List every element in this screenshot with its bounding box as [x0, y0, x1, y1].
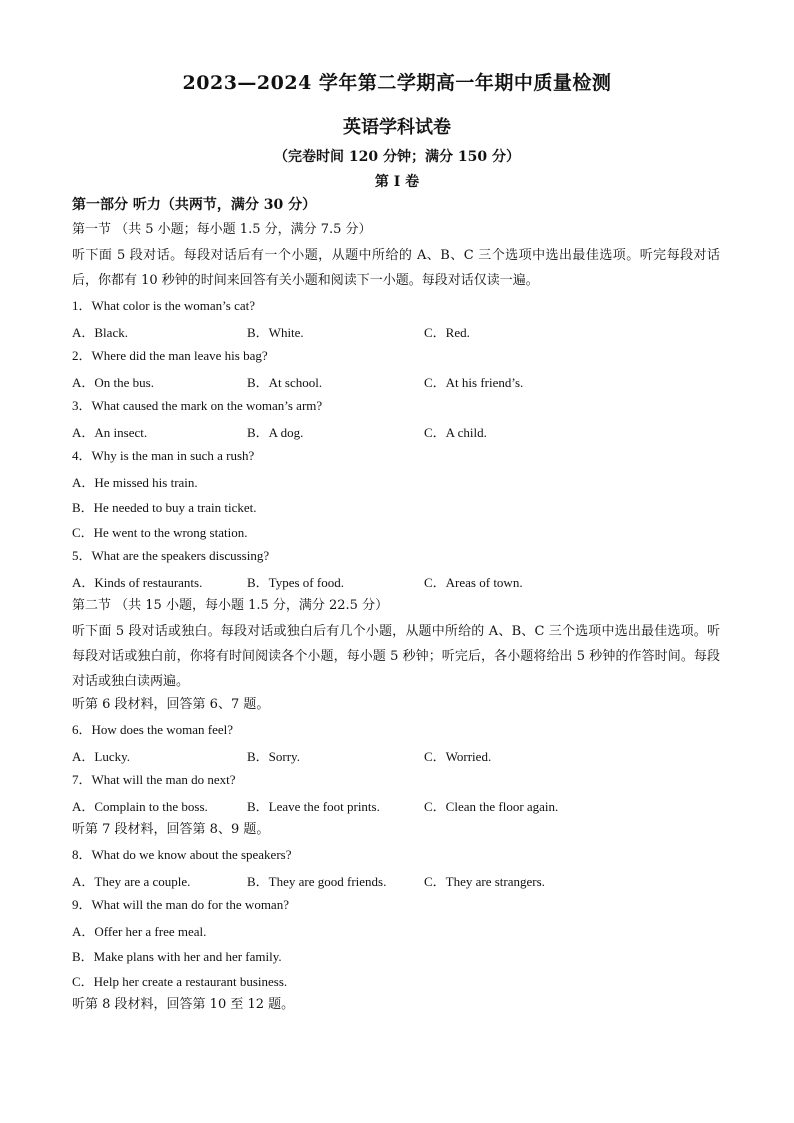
q5-option-b: B．Types of food.: [247, 575, 344, 590]
volume-label: 第 I 卷: [374, 174, 420, 190]
section2-instructions: 听下面 5 段对话或独白。每段对话或独白后有几个小题，从题中所给的 A、B、C 三个选项中选出最佳选项。听每段对话或独白前，你将有时间阅读各个小题，每小题 5 秒钟；听完后，各小题将给出 5 秒钟的作答时间。每段对话或独白读两遍。: [72, 624, 720, 689]
q6-option-c: C．Worried.: [424, 749, 492, 764]
q4-option-c: C．He went to the wrong station.: [72, 525, 248, 540]
subject-title: 英语学科试卷: [343, 117, 451, 138]
q3-option-b: B．A dog.: [247, 425, 304, 440]
section1-instructions: 听下面 5 段对话。每段对话后有一个小题，从题中所给的 A、B、C 三个选项中选出最佳选项。听完每段对话后，你都有 10 秒钟的时间来回答有关小题和阅读下一小题。每段对话仅读一遍。: [72, 248, 720, 288]
q9-option-a: A．Offer her a free meal.: [72, 924, 207, 939]
q3-option-c: C．A child.: [424, 425, 487, 440]
material-6-note: 听第 6 段材料，回答第 6、7 题。: [72, 697, 270, 712]
question-8: 8．What do we know about the speakers?: [72, 847, 292, 862]
material-8-note: 听第 8 段材料，回答第 10 至 12 题。: [72, 997, 295, 1012]
q6-option-b: B．Sorry.: [247, 749, 300, 764]
q4-option-a: A．He missed his train.: [72, 475, 198, 490]
q5-option-a: A．Kinds of restaurants.: [72, 575, 203, 590]
q1-option-c: C．Red.: [424, 325, 470, 340]
exam-info: （完卷时间 120 分钟；满分 150 分）: [274, 149, 520, 165]
q8-option-b: B．They are good friends.: [247, 874, 387, 889]
q5-option-c: C．Areas of town.: [424, 575, 523, 590]
q8-option-a: A．They are a couple.: [72, 874, 191, 889]
question-9: 9．What will the man do for the woman?: [72, 897, 289, 912]
q7-option-b: B．Leave the foot prints.: [247, 799, 380, 814]
q1-option-b: B．White.: [247, 325, 304, 340]
material-7-note: 听第 7 段材料，回答第 8、9 题。: [72, 822, 270, 837]
q9-option-b: B．Make plans with her and her family.: [72, 949, 282, 964]
q6-option-a: A．Lucky.: [72, 749, 131, 764]
q1-option-a: A．Black.: [72, 325, 128, 340]
q2-option-c: C．At his friend’s.: [424, 375, 524, 390]
section1-heading: 第一节 （共 5 小题；每小题 1.5 分，满分 7.5 分）: [72, 222, 372, 237]
question-1: 1．What color is the woman’s cat?: [72, 298, 256, 313]
question-5: 5．What are the speakers discussing?: [72, 548, 270, 563]
question-6: 6．How does the woman feel?: [72, 722, 234, 737]
q7-option-c: C．Clean the floor again.: [424, 799, 559, 814]
question-3: 3．What caused the mark on the woman’s arm?: [72, 398, 323, 413]
q7-option-a: A．Complain to the boss.: [72, 799, 208, 814]
q9-option-c: C．Help her create a restaurant business.: [72, 974, 288, 989]
q4-option-b: B．He needed to buy a train ticket.: [72, 500, 257, 515]
question-2: 2．Where did the man leave his bag?: [72, 348, 268, 363]
q3-option-a: A．An insect.: [72, 425, 148, 440]
part1-heading: 第一部分 听力（共两节，满分 30 分）: [72, 197, 317, 213]
q2-option-a: A．On the bus.: [72, 375, 154, 390]
q2-option-b: B．At school.: [247, 375, 323, 390]
question-4: 4．Why is the man in such a rush?: [72, 448, 255, 463]
exam-title: 2023—2024 学年第二学期高一年期中质量检测: [182, 72, 612, 94]
q8-option-c: C．They are strangers.: [424, 874, 545, 889]
section2-heading: 第二节 （共 15 小题，每小题 1.5 分，满分 22.5 分）: [72, 598, 389, 613]
question-7: 7．What will the man do next?: [72, 772, 236, 787]
